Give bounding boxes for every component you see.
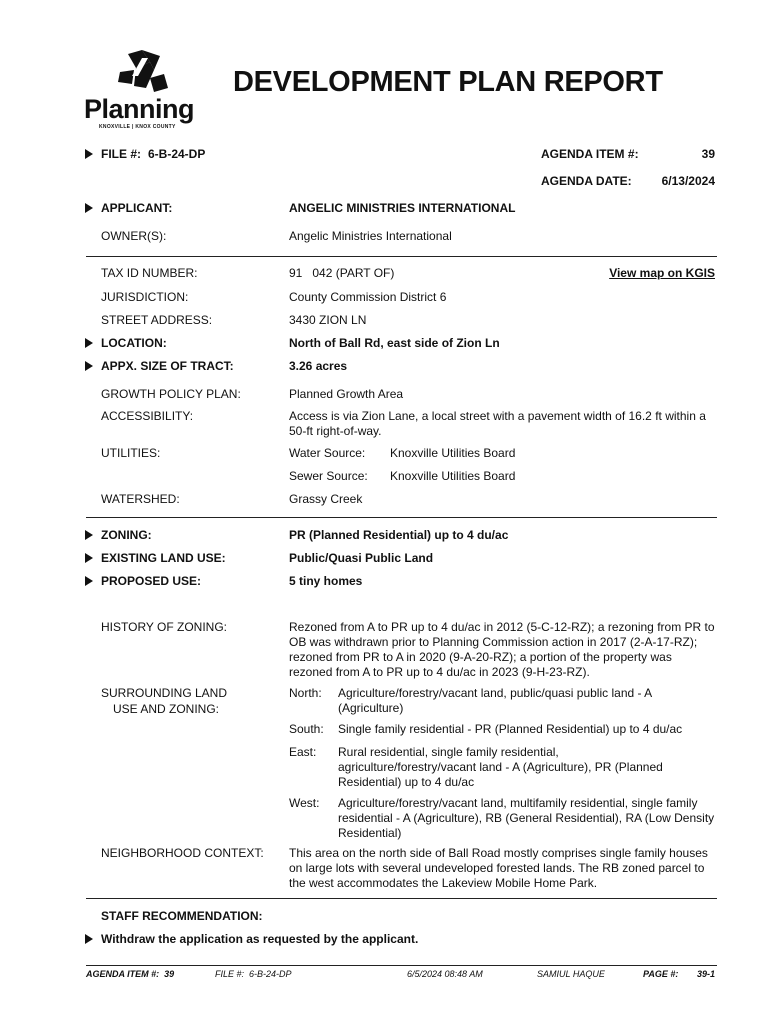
watershed-label: WATERSHED: [101,492,180,506]
footer-author: SAMIUL HAQUE [537,969,605,979]
neighborhood-context-label: NEIGHBORHOOD CONTEXT: [101,846,264,860]
zoning-history-value: Rezoned from A to PR up to 4 du/ac in 2012 (5-C-12-RZ); a rezoning from PR to OB was withdrawn prior to Planning Commission action in 2017 (2-A-17-RZ); rezoned from PR to A in 2020 (9-A-20-RZ); a portion of the property was rezoned from A to PR up to 4 du/ac in 2023 (9-H-23-RZ). [289,620,715,679]
water-source-label: Water Source: [289,446,366,460]
existing-use-arrow-icon [85,553,93,563]
agenda-item-label: AGENDA ITEM #: [541,147,639,161]
file-value: 6-B-24-DP [148,147,206,161]
jurisdiction-value: County Commission District 6 [289,290,447,304]
planning-logo-icon [84,48,196,98]
staff-recommendation-heading: STAFF RECOMMENDATION: [101,909,263,923]
footer-file: FILE #: 6-B-24-DP [215,969,292,979]
west-value: Agriculture/forestry/vacant land, multifamily residential, single family residential - A (Agriculture), RB (General Residential), RA (Low Density Residential) [338,796,715,840]
footer-rule [86,965,717,966]
zoning-value: PR (Planned Residential) up to 4 du/ac [289,528,509,542]
growth-plan-label: GROWTH POLICY PLAN: [101,387,241,401]
tract-size-value: 3.26 acres [289,359,348,373]
location-label: LOCATION: [101,336,167,350]
east-value: Rural residential, single family residential, agriculture/forestry/vacant land - A (Agriculture), PR (Planned Residential) up to 4 du/ac [338,745,663,789]
planning-logo-word: Planning [84,94,194,124]
accessibility-value: Access is via Zion Lane, a local street with a pavement width of 16.2 ft within a 50-ft right-of-way. [289,409,706,438]
agenda-date-label: AGENDA DATE: [541,174,632,188]
accessibility-label: ACCESSIBILITY: [101,409,194,423]
agenda-item-value: 39 [701,147,715,161]
agenda-date-value: 6/13/2024 [661,174,715,188]
street-address-value: 3430 ZION LN [289,313,367,327]
footer-agenda: AGENDA ITEM #: 39 [86,969,175,979]
planning-logo [84,48,196,130]
east-label: East: [289,745,317,759]
existing-use-label: EXISTING LAND USE: [101,551,226,565]
sewer-source-label: Sewer Source: [289,469,368,483]
recommendation-arrow-icon [85,934,93,944]
zoning-history-label: HISTORY OF ZONING: [101,620,228,634]
owner-value: Angelic Ministries International [289,229,452,243]
street-address-label: STREET ADDRESS: [101,313,213,327]
divider-1 [86,256,717,257]
surrounding-label-2: USE AND ZONING: [113,702,220,716]
sewer-source-value: Knoxville Utilities Board [390,469,516,483]
west-label: West: [289,796,320,810]
staff-recommendation-text: Withdraw the application as requested by the applicant. [101,932,419,946]
proposed-use-label: PROPOSED USE: [101,574,202,588]
footer-page-value: 39-1 [696,969,715,979]
file-arrow-icon [85,149,93,159]
footer-page-label: PAGE #: [643,969,679,979]
tax-id-label: TAX ID NUMBER: [101,266,198,280]
file-label: FILE #: [101,147,142,161]
zoning-label: ZONING: [101,528,152,542]
jurisdiction-label: JURISDICTION: [101,290,189,304]
location-arrow-icon [85,338,93,348]
planning-logo-sub: KNOXVILLE | KNOX COUNTY [99,124,176,130]
south-label: South: [289,722,324,736]
report-title: DEVELOPMENT PLAN REPORT [233,66,663,98]
size-arrow-icon [85,361,93,371]
tax-id-value: 91 042 (PART OF) [289,266,395,280]
existing-use-value: Public/Quasi Public Land [289,551,434,565]
location-value: North of Ball Rd, east side of Zion Ln [289,336,500,350]
proposed-use-value: 5 tiny homes [289,574,363,588]
water-source-value: Knoxville Utilities Board [390,446,516,460]
neighborhood-context-value: This area on the north side of Ball Road mostly comprises single family houses on large lots with several undeveloped forested lands. The RB zoned parcel to the west accommodates the Lakeview Mobile Home Park. [289,846,708,890]
watershed-value: Grassy Creek [289,492,363,506]
applicant-value: ANGELIC MINISTRIES INTERNATIONAL [289,201,516,215]
south-value: Single family residential - PR (Planned Residential) up to 4 du/ac [338,722,683,736]
surrounding-label-1: SURROUNDING LAND [101,686,228,700]
applicant-label: APPLICANT: [101,201,173,215]
divider-3 [86,898,717,899]
applicant-arrow-icon [85,203,93,213]
owner-label: OWNER(S): [101,229,167,243]
north-value: Agriculture/forestry/vacant land, public/quasi public land - A (Agriculture) [338,686,652,715]
footer-date: 6/5/2024 08:48 AM [407,969,483,979]
tract-size-label: APPX. SIZE OF TRACT: [101,359,234,373]
divider-2 [86,517,717,518]
kgis-map-link[interactable]: View map on KGIS [609,266,715,280]
zoning-arrow-icon [85,530,93,540]
north-label: North: [289,686,322,700]
growth-plan-value: Planned Growth Area [289,387,404,401]
proposed-use-arrow-icon [85,576,93,586]
utilities-label: UTILITIES: [101,446,161,460]
